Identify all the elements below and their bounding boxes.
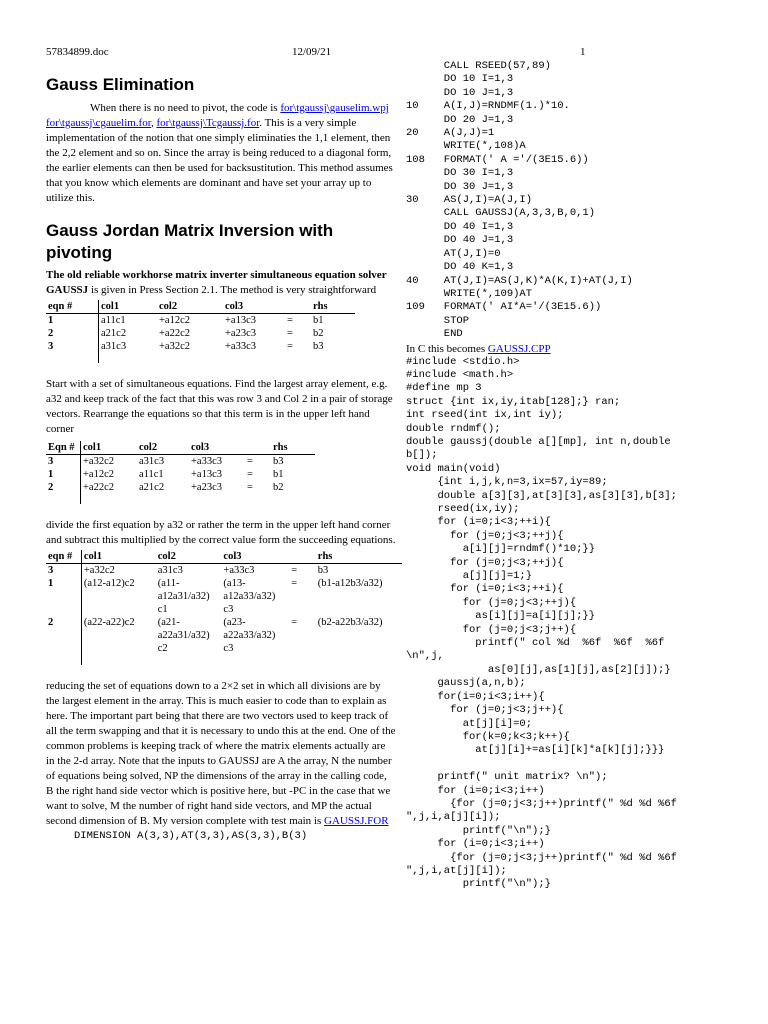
table-header-cell: col2 <box>137 441 189 455</box>
table-cell: +a23c3 <box>225 328 256 339</box>
equation-table-1 <box>46 300 355 363</box>
table-row <box>46 564 402 578</box>
section-title-gauss-jordan: Gauss Jordan Matrix Inversion with pivoting <box>46 221 334 262</box>
table-row <box>46 340 355 353</box>
table-cell: +a33c3 <box>223 565 255 576</box>
table-cell: = <box>291 617 298 628</box>
table-cell: b1 <box>273 469 284 480</box>
table-cell: b3 <box>313 341 324 352</box>
paragraph-reducing <box>46 679 396 829</box>
link-cgauelim-for[interactable]: for\tgaussj\cgauelim.for <box>46 117 151 129</box>
table-cell: a31c3 <box>157 565 183 576</box>
right-column <box>406 60 736 892</box>
table-cell: 1 <box>46 577 81 616</box>
table-cell: a31c3 <box>139 456 165 467</box>
para-text: When there is no need to pivot, the code is <box>90 102 281 114</box>
table-cell: (a12-a12)c2 <box>83 578 135 589</box>
header-filename: 57834899.doc <box>46 46 109 58</box>
header-date: 12/09/21 <box>292 46 332 58</box>
table-header-cell: Eqn # <box>46 441 81 455</box>
link-gaussj-cpp[interactable]: GAUSSJ.CPP <box>487 342 551 355</box>
link-tcgaussj-for[interactable]: for\tgaussj\Tcgaussj.for <box>156 117 260 129</box>
table-cell: +a12c2 <box>83 469 114 480</box>
table-cell: 1 <box>46 468 81 481</box>
table-header-row <box>46 550 402 564</box>
link-gauselim-wpj[interactable]: for\tgaussj\gauselim.wpj <box>280 102 389 114</box>
table-cell: +a33c3 <box>191 456 222 467</box>
code-dimension-line: DIMENSION A(3,3),AT(3,3),AS(3,3),B(3) <box>74 830 308 842</box>
table-header-cell: col2 <box>156 550 222 564</box>
table-cell: (b1-a12b3/a32) <box>317 578 383 589</box>
table-row <box>46 468 315 481</box>
table-header-cell <box>285 300 311 314</box>
table-cell <box>46 494 81 504</box>
table-spacer-row <box>46 655 402 665</box>
table-cell: (a23- a22a33/a32) c3 <box>223 617 276 654</box>
table-cell: = <box>287 328 293 339</box>
table-cell: 3 <box>46 455 81 469</box>
table-header-cell: col3 <box>221 550 289 564</box>
table-header-cell: rhs <box>311 300 355 314</box>
table-row <box>46 616 402 655</box>
table-cell: 2 <box>46 327 99 340</box>
table-header-row <box>46 300 355 314</box>
table-cell: +a23c3 <box>191 482 222 493</box>
table-cell: +a32c2 <box>159 341 190 352</box>
para-text: . This is a very simple implementation of the notion that one simply eliminaties the 1,1 element, then the 2,2 element and so on. Since the array is being reduced to a diagonal form, the earlier elements can then be used for backsustitution. This method assumes that you know which elements are dominant and have set your array up to utilize this. <box>46 117 393 204</box>
table-cell: = <box>247 456 253 467</box>
table-header-cell: col1 <box>81 441 138 455</box>
table-cell: 2 <box>46 481 81 494</box>
table-header-cell: eqn # <box>46 550 81 564</box>
table-cell: (a22-a22)c2 <box>83 617 135 628</box>
left-column <box>46 74 396 844</box>
link-gaussj-for[interactable]: GAUSSJ.FOR <box>324 815 389 827</box>
table-header-cell: col3 <box>223 300 285 314</box>
table-row <box>46 577 402 616</box>
table-row <box>46 314 355 328</box>
fortran-code-block: CALL RSEED(57,89) DO 10 I=1,3 DO 10 J=1,3 10 A(I,J)=RNDMF(1.)*10. DO 20 J=1,3 20 A(J,J)=1 WRITE(*,108)A 108 FORMAT(' A ='/(3E15.6)) DO 30 I=1,3 DO 30 J=1,3 30 AS(J,I)=A(J,I) CALL GAUSSJ(A,3,3,B,0,1) DO 40 I=1,3 DO 40 J=1,3 AT(J,I)=0 DO 40 K=1,3 40 AT(J,I)=AS(J,K)*A(K,I)+AT(J,I) WRITE(*,109)AT 109 FORMAT(' AI*A='/(3E15.6)) STOP END <box>406 60 633 341</box>
table-cell: = <box>287 341 293 352</box>
table-header-cell: col1 <box>99 300 158 314</box>
table-cell: (b2-a22b3/a32) <box>317 617 383 628</box>
table-cell <box>46 353 99 363</box>
table-cell: 3 <box>46 564 81 578</box>
table-header-cell: rhs <box>271 441 315 455</box>
equation-table-3 <box>46 550 402 665</box>
table-cell: a21c2 <box>139 482 165 493</box>
equation-table-2 <box>46 441 315 504</box>
paragraph-divide: divide the first equation by a32 or rather the term in the upper left hand corner and subtract this multiplied by the correct value form the succeeding equations. <box>46 519 396 546</box>
table-cell: +a12c2 <box>159 315 190 326</box>
table-cell: +a13c3 <box>191 469 222 480</box>
para-text: is given in Press Section 2.1. The method is very straightforward <box>88 284 377 296</box>
para-text: , <box>150 117 157 129</box>
table-header-cell: col3 <box>189 441 245 455</box>
table-cell: b2 <box>313 328 324 339</box>
table-cell: = <box>247 482 253 493</box>
table-cell: +a32c2 <box>83 456 114 467</box>
table-spacer-row <box>46 353 355 363</box>
c-intro-label: In C this becomes <box>406 342 488 355</box>
table-cell: (a21- a22a31/a32) c2 <box>157 617 210 654</box>
table-cell: +a22c2 <box>83 482 114 493</box>
table-header-cell: eqn # <box>46 300 99 314</box>
para-bold-text: The old reliable workhorse matrix inverter simultaneous equation solver GAUSSJ <box>46 269 387 296</box>
table-header-cell: col1 <box>81 550 155 564</box>
table-cell: (a13- a12a33/a32) c3 <box>223 578 276 615</box>
para-text: reducing the set of equations down to a 2×2 set in which all divisions are by the largest element in the array. This is much easier to code than to explain as here. The important part being that there are two vectors used to keep track of all the term swapping and that it is necessary to undo this at the end. One of the common problems is keeping track of where the matrix elements actually are in the 2-d array. Note that the inputs to GAUSSJ are A the array, N the number of equations being solved, NP the dimensions of the array in the calling code, B the right hand side vector which is positive here, but -PC in the case that we want to solve, M the number of right hand side vectors, and MP the actual second dimension of B. My version complete with test main is <box>46 680 396 827</box>
table-cell: = <box>287 315 293 326</box>
paragraph-find-largest: Start with a set of simultaneous equations. Find the largest array element, e.g. a32 and keep track of the fact that this was row 3 and Col 2 in a pair of storage vectors. Rearrange the equations so that this term is in the upper left hand corner <box>46 378 393 435</box>
table-cell: b3 <box>317 565 329 576</box>
c-intro-text <box>406 342 736 356</box>
table-header-cell: rhs <box>316 550 402 564</box>
table-row <box>46 455 315 469</box>
table-spacer-row <box>46 494 315 504</box>
table-header-cell <box>289 550 316 564</box>
table-cell: 2 <box>46 616 81 655</box>
header-page-number: 1 <box>580 46 586 58</box>
table-header-cell: col2 <box>157 300 223 314</box>
table-cell <box>46 655 81 665</box>
table-header-cell <box>245 441 271 455</box>
table-cell: = <box>291 565 298 576</box>
table-cell: b1 <box>313 315 324 326</box>
table-cell: +a32c2 <box>83 565 115 576</box>
table-cell: = <box>291 578 298 589</box>
table-cell: = <box>247 469 253 480</box>
section-title-gauss-elimination: Gauss Elimination <box>46 75 195 94</box>
c-code-block: #include <stdio.h> #include <math.h> #define mp 3 struct {int ix,iy,itab[128];} ran; int rseed(int ix,int iy); double rndmf(); double gaussj(double a[][mp], int n,double b[]); void main(void) {int i,j,k,n=3,ix=57,iy=89; double a[3][3],at[3][3],as[3][3],b[3]; rseed(ix,iy); for (i=0;i<3;++i){ for (j=0;j<3;++j){ a[i][j]=rndmf()*10;}} for (j=0;j<3;++j){ a[j][j]=1;} for (i=0;i<3;++i){ for (j=0;j<3;++j){ as[i][j]=a[i][j];}} for (j=0;j<3;j++){ printf(" col %d %6f %6f %6f \n",j, as[0][j],as[1][j],as[2][j]);} gaussj(a,n,b); for(i=0;i<3;i++){ for (j=0;j<3;j++){ at[j][i]=0; for(k=0;k<3;k++){ at[j][i]+=as[i][k]*a[k][j];}}} printf(" unit matrix? \n"); for (i=0;i<3;i++) {for (j=0;j<3;j++)printf(" %d %d %6f ",j,i,a[j][i]); printf("\n");} for (i=0;i<3;i++) {for (j=0;j<3;j++)printf(" %d %d %6f ",j,i,at[j][i]); printf("\n");} <box>406 355 677 891</box>
table-cell: +a22c2 <box>159 328 190 339</box>
table-cell: (a11- a12a31/a32) c1 <box>157 578 210 615</box>
table-cell: +a33c3 <box>225 341 256 352</box>
table-header-row <box>46 441 315 455</box>
table-cell: b3 <box>273 456 284 467</box>
table-cell: a31c3 <box>101 341 127 352</box>
table-row <box>46 481 315 494</box>
table-cell: a21c2 <box>101 328 127 339</box>
table-cell: 1 <box>46 314 99 328</box>
table-row <box>46 327 355 340</box>
table-cell: a11c1 <box>139 469 164 480</box>
table-cell: +a13c3 <box>225 315 256 326</box>
table-cell: a11c1 <box>101 315 126 326</box>
table-cell: b2 <box>273 482 284 493</box>
paragraph-gauss-elimination <box>46 101 396 206</box>
paragraph-gaussj-intro <box>46 268 396 298</box>
table-cell: 3 <box>46 340 99 353</box>
